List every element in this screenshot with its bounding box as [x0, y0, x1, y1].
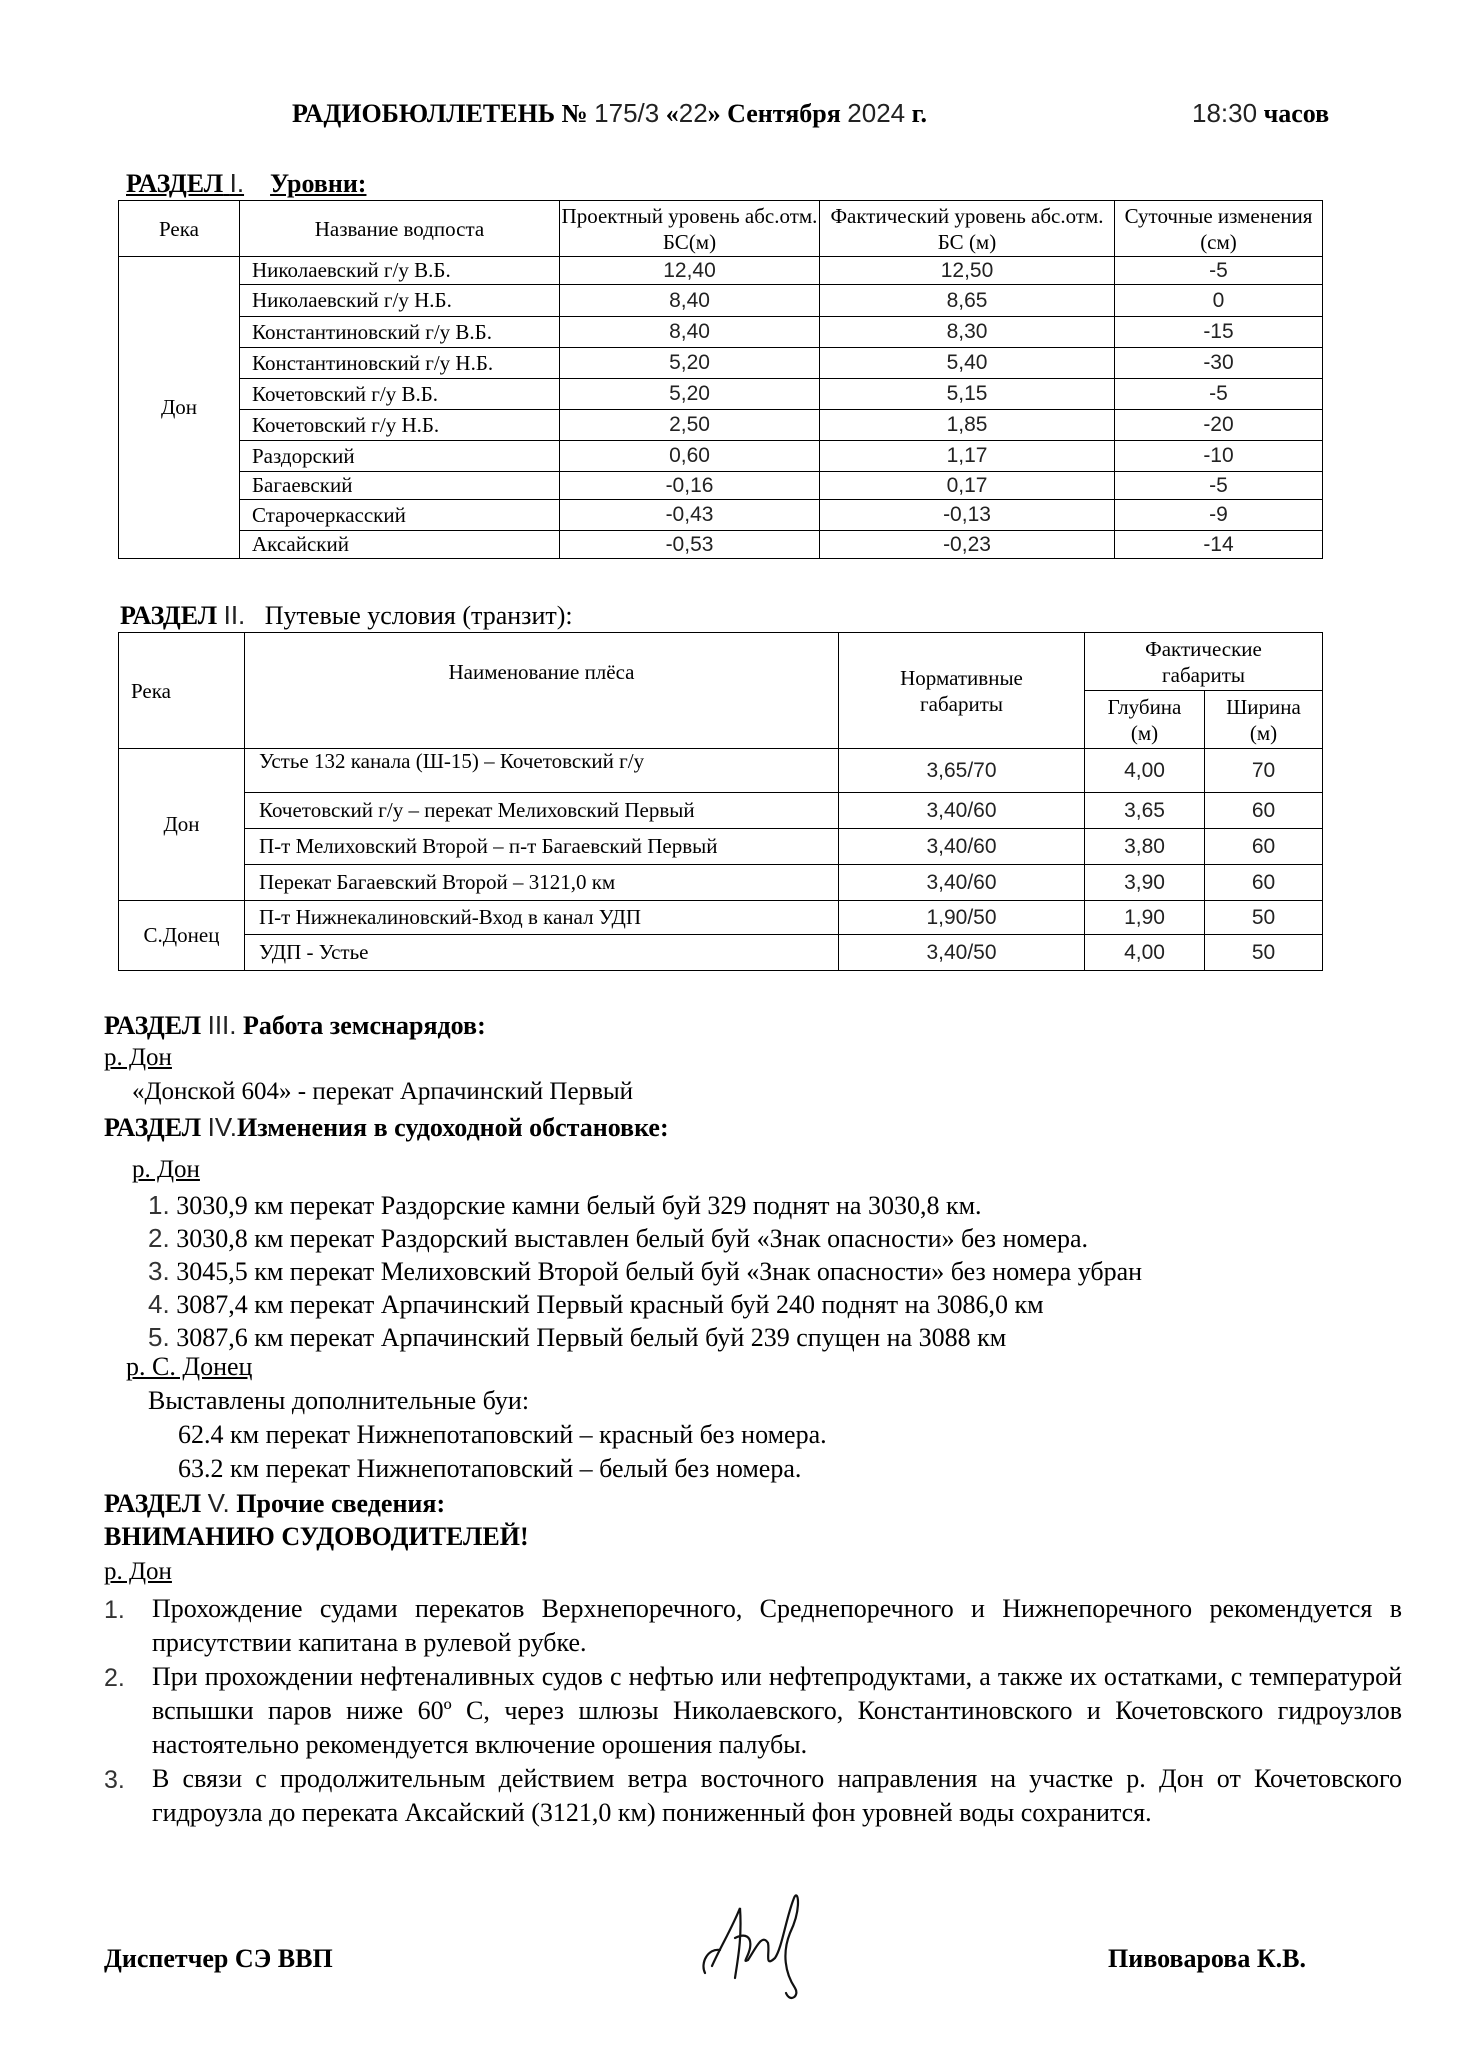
route-row	[119, 829, 1323, 865]
width-cell: 60	[1205, 793, 1323, 829]
levels-row	[119, 531, 1323, 559]
change-item-text: 3030,9 км перекат Раздорские камни белый буй 329 поднят на 3030,8 км.	[176, 1191, 982, 1220]
daily-change-cell: -5	[1115, 379, 1323, 410]
actual-level-cell: -0,13	[820, 500, 1115, 531]
project-level-cell: 8,40	[560, 285, 820, 317]
daily-change-cell: -10	[1115, 441, 1323, 472]
daily-change-cell: -15	[1115, 317, 1323, 348]
col-river: Река	[119, 633, 245, 749]
section2-num: II.	[223, 600, 246, 630]
section5-label: РАЗДЕЛ	[104, 1489, 202, 1518]
col-station: Название водпоста	[240, 201, 560, 257]
route-row	[119, 793, 1323, 829]
buoy-text: 63.2 км перекат Нижнепотаповский – белый без номера.	[178, 1454, 802, 1483]
width-cell: 50	[1205, 901, 1323, 935]
levels-row	[119, 472, 1323, 500]
change-item	[148, 1190, 982, 1221]
bulletin-year: 2024	[847, 98, 906, 128]
norm-cell: 3,40/60	[839, 829, 1085, 865]
actual-level-cell: 1,17	[820, 441, 1115, 472]
para-number-2: 2.	[104, 1664, 125, 1692]
change-item	[148, 1289, 1044, 1320]
station-cell: Раздорский	[240, 441, 560, 472]
section4-subtitle: Выставлены дополнительные буи:	[148, 1386, 530, 1415]
section2-label: РАЗДЕЛ	[120, 601, 218, 630]
norm-cell: 3,40/60	[839, 865, 1085, 901]
river-cell: Дон	[119, 749, 245, 901]
section5-title: Прочие сведения:	[236, 1489, 446, 1518]
section2-title: Путевые условия (транзит):	[264, 601, 573, 630]
bulletin-month: Сентября	[727, 99, 841, 128]
route-row	[119, 901, 1323, 935]
depth-cell: 4,00	[1085, 935, 1205, 971]
col-norm: Нормативные габариты	[839, 633, 1085, 749]
project-level-cell: 8,40	[560, 317, 820, 348]
station-cell: Старочеркасский	[240, 500, 560, 531]
depth-cell: 3,80	[1085, 829, 1205, 865]
change-item-number: 2.	[148, 1223, 170, 1253]
station-cell: Константиновский г/у Н.Б.	[240, 348, 560, 379]
route-table	[118, 632, 1323, 971]
daily-change-cell: -9	[1115, 500, 1323, 531]
change-item-text: 3045,5 км перекат Мелиховский Второй белый буй «Знак опасности» без номера убран	[176, 1257, 1143, 1286]
width-cell: 50	[1205, 935, 1323, 971]
section5-river: р. Дон	[104, 1558, 172, 1585]
bulletin-time	[1192, 98, 1329, 129]
change-item	[148, 1322, 1006, 1353]
para-3: В связи с продолжительным действием ветра восточного направления на участке р. Дон от Кочетовского гидроузла до переката Аксайский (3121,0 км) пониженный фон уровней воды сохранится.	[152, 1764, 1402, 1827]
col-actual-level: Фактический уровень абс.отм. БС (м)	[820, 201, 1115, 257]
daily-change-cell: 0	[1115, 285, 1323, 317]
depth-cell: 1,90	[1085, 901, 1205, 935]
actual-level-cell: 5,15	[820, 379, 1115, 410]
actual-level-cell: 5,40	[820, 348, 1115, 379]
section2-heading	[120, 600, 573, 631]
levels-row	[119, 317, 1323, 348]
levels-row	[119, 285, 1323, 317]
levels-row	[119, 441, 1323, 472]
year-suffix: г.	[911, 99, 928, 128]
width-cell: 70	[1205, 749, 1323, 793]
change-item-number: 5.	[148, 1322, 170, 1352]
section3-num: III.	[207, 1010, 237, 1040]
project-level-cell: -0,53	[560, 531, 820, 559]
para-1: Прохождение судами перекатов Верхнепоречного, Среднепоречного и Нижнепоречного рекомендуется в присутствии капитана в рулевой рубке.	[152, 1594, 1402, 1657]
reach-cell: Перекат Багаевский Второй – 3121,0 км	[245, 865, 839, 901]
section4-river-donets: р. С. Донец	[126, 1352, 253, 1381]
levels-row	[119, 257, 1323, 285]
quote-open: «	[665, 99, 679, 128]
signature	[690, 1878, 850, 2008]
col-daily-change: Суточные изменения (см)	[1115, 201, 1323, 257]
river-cell: Дон	[119, 257, 240, 559]
section4-heading	[104, 1112, 669, 1143]
para-number-3: 3.	[104, 1766, 125, 1794]
daily-change-cell: -5	[1115, 472, 1323, 500]
col-project-level: Проектный уровень абс.отм. БС(м)	[560, 201, 820, 257]
change-item-number: 1.	[148, 1190, 170, 1220]
para-number-1: 1.	[104, 1596, 125, 1624]
route-header-row-1	[119, 633, 1323, 691]
section3-label: РАЗДЕЛ	[104, 1011, 202, 1040]
width-cell: 60	[1205, 829, 1323, 865]
route-row	[119, 935, 1323, 971]
dispatcher-position: Диспетчер СЭ ВВП	[104, 1944, 333, 1973]
station-cell: Николаевский г/у Н.Б.	[240, 285, 560, 317]
title-prefix: РАДИОБЮЛЛЕТЕНЬ №	[292, 99, 588, 128]
col-actual: Фактические габариты	[1085, 633, 1323, 691]
change-item-text: 3087,4 км перекат Арпачинский Первый красный буй 240 поднят на 3086,0 км	[176, 1290, 1044, 1319]
levels-row	[119, 348, 1323, 379]
change-item	[148, 1256, 1142, 1287]
norm-cell: 3,40/50	[839, 935, 1085, 971]
bulletin-title	[292, 98, 927, 129]
project-level-cell: 0,60	[560, 441, 820, 472]
section1-title: Уровни:	[270, 169, 367, 198]
bulletin-day: 22	[678, 98, 708, 128]
reach-cell: УДП - Устье	[245, 935, 839, 971]
route-row	[119, 749, 1323, 793]
section1-heading	[126, 168, 366, 199]
reach-cell: П-т Нижнекалиновский-Вход в канал УДП	[245, 901, 839, 935]
reach-cell: П-т Мелиховский Второй – п-т Багаевский Первый	[245, 829, 839, 865]
station-cell: Аксайский	[240, 531, 560, 559]
actual-level-cell: 8,65	[820, 285, 1115, 317]
depth-cell: 3,90	[1085, 865, 1205, 901]
actual-level-cell: -0,23	[820, 531, 1115, 559]
station-cell: Николаевский г/у В.Б.	[240, 257, 560, 285]
section1-label: РАЗДЕЛ I.	[126, 168, 245, 198]
levels-row	[119, 410, 1323, 441]
buoy-line-2	[178, 1454, 801, 1484]
section4-river-don: р. Дон	[132, 1156, 200, 1183]
buoy-line-1	[178, 1420, 827, 1450]
quote-close: »	[707, 99, 721, 128]
reach-cell: Устье 132 канала (Ш-15) – Кочетовский г/у	[245, 749, 839, 793]
bulletin-number: 175/3	[594, 98, 660, 128]
col-depth: Глубина (м)	[1085, 691, 1205, 749]
daily-change-cell: -20	[1115, 410, 1323, 441]
station-cell: Кочетовский г/у В.Б.	[240, 379, 560, 410]
para-2: При прохождении нефтеналивных судов с нефтью или нефтепродуктами, а также их остатками, с температурой вспышки паров ниже 60º С, через шлюзы Николаевского, Константиновского и Кочетовского гидроузлов настоятельно рекомендуется включение орошения палубы.	[152, 1662, 1402, 1759]
change-item-number: 3.	[148, 1256, 170, 1286]
actual-level-cell: 8,30	[820, 317, 1115, 348]
levels-row	[119, 500, 1323, 531]
project-level-cell: 2,50	[560, 410, 820, 441]
attention-heading: ВНИМАНИЮ СУДОВОДИТЕЛЕЙ!	[104, 1522, 529, 1551]
dispatcher-name: Пивоварова К.В.	[1108, 1944, 1307, 1973]
change-item-text: 3087,6 км перекат Арпачинский Первый белый буй 239 спущен на 3088 км	[176, 1323, 1007, 1352]
actual-level-cell: 12,50	[820, 257, 1115, 285]
norm-cell: 1,90/50	[839, 901, 1085, 935]
change-item-text: 3030,8 км перекат Раздорский выставлен белый буй «Знак опасности» без номера.	[176, 1224, 1089, 1253]
daily-change-cell: -30	[1115, 348, 1323, 379]
time-value: 18:30	[1192, 98, 1258, 128]
actual-level-cell: 0,17	[820, 472, 1115, 500]
buoy-text: 62.4 км перекат Нижнепотаповский – красный без номера.	[178, 1420, 827, 1449]
river-cell: С.Донец	[119, 901, 245, 971]
levels-header-row	[119, 201, 1323, 257]
width-cell: 60	[1205, 865, 1323, 901]
project-level-cell: 5,20	[560, 348, 820, 379]
time-suffix: часов	[1263, 99, 1330, 128]
station-cell: Константиновский г/у В.Б.	[240, 317, 560, 348]
section3-title: Работа земснарядов:	[243, 1011, 486, 1040]
route-row	[119, 865, 1323, 901]
col-width: Ширина (м)	[1205, 691, 1323, 749]
depth-cell: 4,00	[1085, 749, 1205, 793]
reach-cell: Кочетовский г/у – перекат Мелиховский Первый	[245, 793, 839, 829]
norm-cell: 3,40/60	[839, 793, 1085, 829]
col-river: Река	[119, 201, 240, 257]
change-item	[148, 1223, 1088, 1254]
change-item-number: 4.	[148, 1289, 170, 1319]
project-level-cell: -0,16	[560, 472, 820, 500]
project-level-cell: 12,40	[560, 257, 820, 285]
col-reach: Наименование плёса	[245, 633, 839, 749]
norm-cell: 3,65/70	[839, 749, 1085, 793]
levels-row	[119, 379, 1323, 410]
section4-label: РАЗДЕЛ	[104, 1113, 202, 1142]
section5-num: V.	[207, 1488, 230, 1518]
actual-level-cell: 1,85	[820, 410, 1115, 441]
section3-river: р. Дон	[104, 1044, 172, 1071]
project-level-cell: 5,20	[560, 379, 820, 410]
daily-change-cell: -14	[1115, 531, 1323, 559]
section3-dredger-item: «Донской 604» - перекат Арпачинский Первый	[132, 1078, 634, 1105]
station-cell: Багаевский	[240, 472, 560, 500]
levels-table	[118, 200, 1323, 559]
project-level-cell: -0,43	[560, 500, 820, 531]
station-cell: Кочетовский г/у Н.Б.	[240, 410, 560, 441]
section3-heading	[104, 1010, 486, 1041]
section4-title: Изменения в судоходной обстановке:	[237, 1113, 669, 1142]
section5-heading	[104, 1488, 445, 1519]
daily-change-cell: -5	[1115, 257, 1323, 285]
depth-cell: 3,65	[1085, 793, 1205, 829]
section4-num: IV.	[207, 1112, 237, 1142]
